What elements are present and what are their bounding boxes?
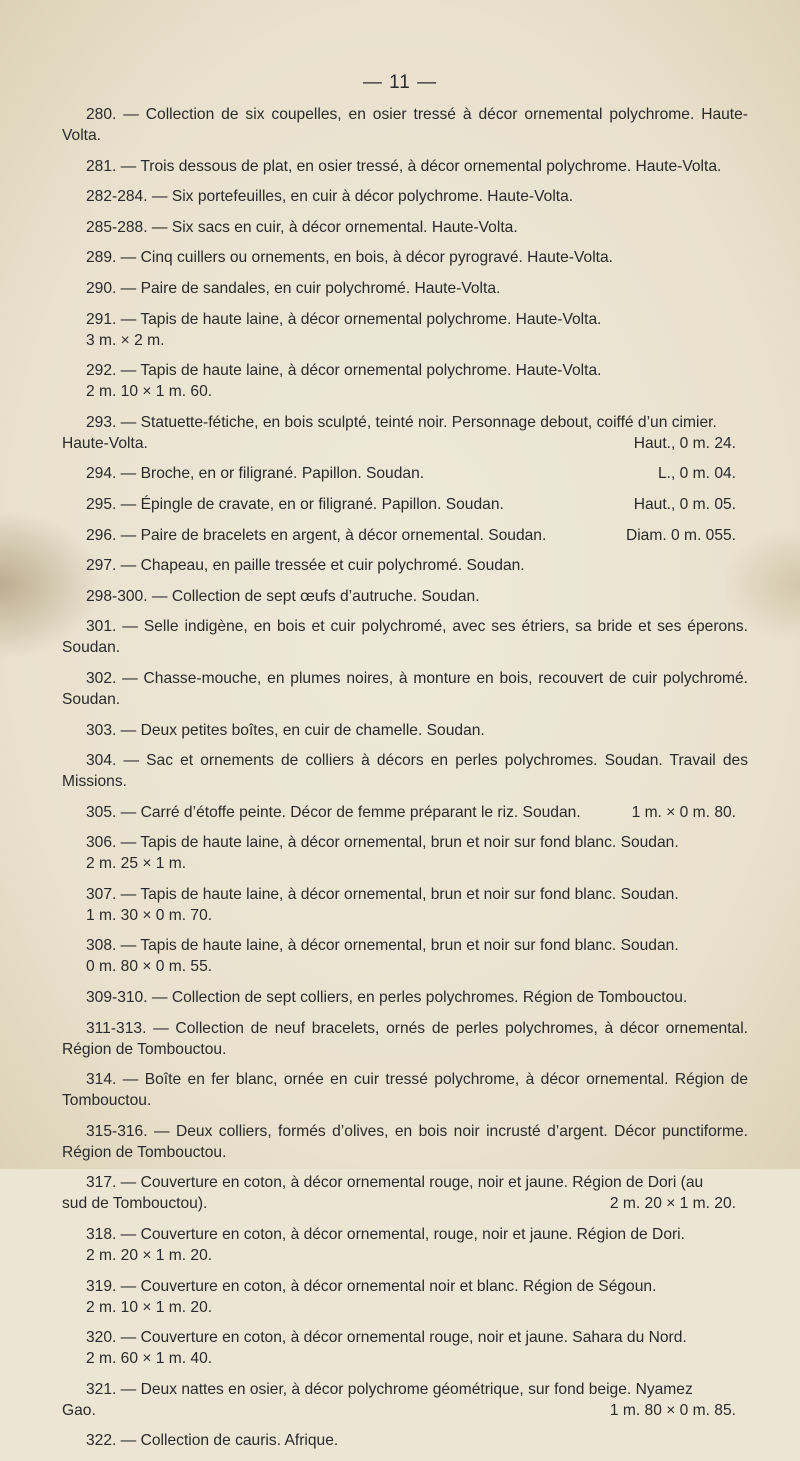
- entry-dimensions: 1 m. 30 × 0 m. 70.: [86, 906, 213, 924]
- catalog-entry: [62, 586, 748, 607]
- catalog-entry: [62, 1069, 748, 1111]
- catalog-entry: [62, 1224, 748, 1266]
- entry-dimensions: Haut., 0 m. 05.: [633, 495, 736, 513]
- catalog-entry: [62, 720, 748, 741]
- entry-text: 280. — Collection de six coupelles, en osier tressé à décor ornemental polychrome. Haute-Volta.: [62, 106, 748, 144]
- entry-text: 291. — Tapis de haute laine, à décor ornemental polychrome. Haute-Volta.: [86, 310, 602, 328]
- entry-dimensions: 2 m. 10 × 1 m. 20.: [86, 1298, 213, 1316]
- entry-text: 320. — Couverture en coton, à décor ornemental rouge, noir et jaune. Sahara du Nord.: [86, 1329, 687, 1347]
- catalog-entry-row: [62, 1400, 748, 1421]
- catalog-entry: [62, 494, 748, 515]
- entry-text: 282-284. — Six portefeuilles, en cuir à décor polychrome. Haute-Volta.: [86, 188, 574, 206]
- entry-text: 295. — Épingle de cravate, en or filigrané. Papillon. Soudan.: [86, 495, 504, 513]
- entry-text: 308. — Tapis de haute laine, à décor ornemental, brun et noir sur fond blanc. Soudan.: [86, 937, 679, 955]
- catalog-entry: [62, 104, 748, 146]
- catalog-entry: [62, 217, 748, 238]
- catalog-entry-row: [62, 433, 748, 454]
- entry-text: 304. — Sac et ornements de colliers à décors en perles polychromes. Soudan. Travail des Missions.: [62, 752, 748, 791]
- catalog-entry: [62, 1172, 748, 1214]
- entry-text: 290. — Paire de sandales, en cuir polychromé. Haute-Volta.: [86, 279, 501, 297]
- catalog-entry: [62, 186, 748, 207]
- entry-text: 319. — Couverture en coton, à décor ornemental noir et blanc. Région de Ségoun.: [86, 1277, 657, 1295]
- catalog-entry-row: [62, 525, 748, 546]
- entry-dimensions: 2 m. 60 × 1 m. 40.: [86, 1350, 213, 1368]
- entry-text-continued: sud de Tombouctou).: [62, 1195, 208, 1213]
- entry-text: 289. — Cinq cuillers ou ornements, en bois, à décor pyrogravé. Haute-Volta.: [86, 249, 614, 267]
- entry-dimensions: 3 m. × 2 m.: [86, 331, 165, 349]
- entry-text-continued: Gao.: [62, 1401, 96, 1419]
- catalog-entry-row: [62, 1193, 748, 1214]
- entry-text: 302. — Chasse-mouche, en plumes noires, à monture en bois, recouvert de cuir polychromé. Soudan.: [62, 669, 748, 708]
- catalog-entry: [62, 247, 748, 268]
- entry-text: 307. — Tapis de haute laine, à décor ornemental, brun et noir sur fond blanc. Soudan.: [86, 885, 679, 903]
- entry-text: 281. — Trois dessous de plat, en osier tressé, à décor ornemental polychrome. Haute-Volta.: [86, 157, 722, 175]
- catalog-entry: [62, 525, 748, 546]
- entry-dimensions: Haut., 0 m. 24.: [633, 434, 736, 452]
- entry-text: 317. — Couverture en coton, à décor ornemental rouge, noir et jaune. Région de Dori (au: [86, 1174, 704, 1192]
- page-number: — 11 —: [362, 72, 438, 93]
- entry-text: 303. — Deux petites boîtes, en cuir de chamelle. Soudan.: [86, 721, 485, 739]
- entry-text: 294. — Broche, en or filigrané. Papillon. Soudan.: [86, 465, 425, 483]
- entry-text: 315-316. — Deux colliers, formés d’olives, en bois noir incrusté d’argent. Décor punctiforme. Région de Tombouctou.: [62, 1122, 748, 1161]
- catalog-entry: [62, 1379, 748, 1421]
- catalog-entry: [62, 1430, 748, 1451]
- catalog-entry: [62, 668, 748, 710]
- entry-text: 321. — Deux nattes en osier, à décor polychrome géométrique, sur fond beige. Nyamez: [86, 1380, 693, 1398]
- catalog-entry: [62, 412, 748, 454]
- catalog-entry: [62, 987, 748, 1008]
- catalog-entry: [62, 935, 748, 977]
- entry-text: 311-313. — Collection de neuf bracelets, ornés de perles polychromes, à décor ornemental. Région de Tombouctou.: [62, 1019, 748, 1058]
- catalog-entry-row: [62, 802, 748, 823]
- catalog-entry: [62, 1276, 748, 1318]
- catalog-entry-row: [62, 494, 748, 515]
- catalog-entry: [62, 616, 748, 658]
- entry-dimensions: 2 m. 20 × 1 m. 20.: [86, 1247, 213, 1265]
- catalog-entry: [62, 832, 748, 874]
- catalog-entry: [62, 1327, 748, 1369]
- entry-text: 322. — Collection de cauris. Afrique.: [86, 1432, 339, 1450]
- entry-text: 318. — Couverture en coton, à décor ornemental, rouge, noir et jaune. Région de Dori.: [86, 1226, 685, 1244]
- entry-text: 297. — Chapeau, en paille tressée et cuir polychromé. Soudan.: [86, 557, 525, 575]
- entry-dimensions: 2 m. 25 × 1 m.: [86, 855, 187, 873]
- entry-text: 298-300. — Collection de sept œufs d’autruche. Soudan.: [86, 587, 480, 605]
- entry-text: 309-310. — Collection de sept colliers, en perles polychromes. Région de Tombouctou.: [86, 989, 688, 1007]
- catalog-entry: [62, 360, 748, 402]
- entry-dimensions: L., 0 m. 04.: [657, 465, 736, 483]
- catalog-entry-list: [62, 104, 748, 1461]
- catalog-entry-row: [62, 463, 748, 484]
- entry-text: 301. — Selle indigène, en bois et cuir polychromé, avec ses étriers, sa bride et ses éperons. Soudan.: [62, 618, 748, 657]
- catalog-entry: [62, 463, 748, 484]
- entry-text: 296. — Paire de bracelets en argent, à décor ornemental. Soudan.: [86, 526, 547, 544]
- catalog-entry: [62, 750, 748, 792]
- catalog-entry: [62, 802, 748, 823]
- entry-text: 305. — Carré d’étoffe peinte. Décor de femme préparant le riz. Soudan.: [86, 803, 581, 821]
- catalog-entry: [62, 278, 748, 299]
- catalog-entry: [62, 1121, 748, 1163]
- entry-dimensions: 1 m. × 0 m. 80.: [631, 803, 736, 821]
- catalog-entry: [62, 309, 748, 351]
- entry-dimensions: 2 m. 20 × 1 m. 20.: [609, 1195, 736, 1213]
- entry-dimensions: Diam. 0 m. 055.: [625, 526, 736, 544]
- catalog-entry: [62, 156, 748, 177]
- entry-dimensions: 2 m. 10 × 1 m. 60.: [86, 383, 213, 401]
- entry-dimensions: 1 m. 80 × 0 m. 85.: [609, 1401, 736, 1419]
- catalog-entry: [62, 884, 748, 926]
- entry-text: 306. — Tapis de haute laine, à décor ornemental, brun et noir sur fond blanc. Soudan.: [86, 834, 679, 852]
- entry-text: 314. — Boîte en fer blanc, ornée en cuir tressé polychrome, à décor ornemental. Région de Tombouctou.: [62, 1071, 748, 1110]
- entry-dimensions: 0 m. 80 × 0 m. 55.: [86, 958, 213, 976]
- catalog-entry: [62, 555, 748, 576]
- catalog-entry: [62, 1018, 748, 1060]
- entry-text: 293. — Statuette-fétiche, en bois sculpté, teinté noir. Personnage debout, coiffé d’un cimier.: [86, 413, 717, 431]
- entry-text: 292. — Tapis de haute laine, à décor ornemental polychrome. Haute-Volta.: [86, 362, 602, 380]
- entry-text-continued: Haute-Volta.: [62, 434, 148, 452]
- entry-text: 285-288. — Six sacs en cuir, à décor ornemental. Haute-Volta.: [86, 218, 518, 236]
